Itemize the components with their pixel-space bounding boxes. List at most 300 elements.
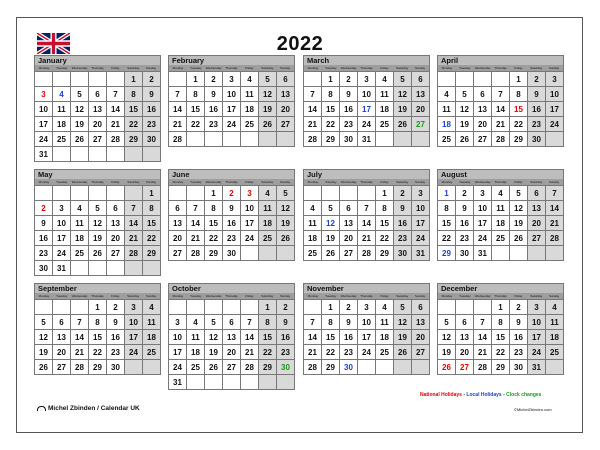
empty-cell	[412, 360, 430, 375]
day-cell: 16	[340, 330, 358, 345]
day-cell: 17	[53, 231, 71, 246]
footer-author	[37, 405, 140, 412]
month-may	[34, 169, 161, 276]
day-cell: 12	[35, 330, 53, 345]
day-cell: 23	[107, 345, 125, 360]
weekday-label: Sunday	[145, 294, 157, 298]
day-cell: 1	[187, 72, 205, 87]
empty-cell	[53, 300, 71, 315]
day-cell: 29	[322, 132, 340, 147]
day-cell: 7	[71, 315, 89, 330]
day-cell: 3	[412, 186, 430, 201]
day-cell: 19	[71, 117, 89, 132]
day-cell: 18	[492, 216, 510, 231]
day-cell: 21	[304, 117, 322, 132]
day-cell: 14	[474, 330, 492, 345]
weekday-label: Wednesday	[340, 66, 357, 70]
weekday-label: Tuesday	[56, 294, 68, 298]
day-cell: 1	[438, 186, 456, 201]
day-cell: 28	[304, 132, 322, 147]
day-cell: 2	[223, 186, 241, 201]
weekday-label: Wednesday	[205, 180, 222, 184]
weekday-label: Saturday	[396, 180, 409, 184]
day-cell: 18	[143, 330, 161, 345]
weekday-label: Sunday	[279, 180, 291, 184]
empty-cell	[187, 186, 205, 201]
day-cell: 5	[205, 315, 223, 330]
day-grid	[34, 299, 161, 375]
empty-cell	[35, 186, 53, 201]
empty-cell	[358, 360, 376, 375]
month-name: October	[168, 283, 295, 293]
weekday-label: Saturday	[530, 294, 543, 298]
day-cell: 10	[35, 102, 53, 117]
weekday-label: Thursday	[225, 66, 238, 70]
weekday-label: Thursday	[494, 180, 507, 184]
day-grid	[168, 299, 295, 390]
empty-cell	[456, 300, 474, 315]
day-cell: 23	[205, 117, 223, 132]
day-cell: 5	[510, 186, 528, 201]
day-cell: 6	[223, 315, 241, 330]
day-cell: 2	[35, 201, 53, 216]
day-cell: 8	[510, 87, 528, 102]
empty-cell	[205, 375, 223, 390]
day-cell: 26	[259, 117, 277, 132]
day-grid	[437, 299, 564, 375]
day-cell: 20	[107, 231, 125, 246]
day-cell: 2	[528, 72, 546, 87]
day-cell: 29	[143, 246, 161, 261]
weekday-label: Thursday	[360, 294, 373, 298]
day-cell: 27	[107, 246, 125, 261]
day-cell: 12	[71, 102, 89, 117]
day-cell: 11	[259, 201, 277, 216]
weekday-label: Monday	[38, 66, 50, 70]
day-cell: 21	[169, 117, 187, 132]
day-cell: 4	[259, 186, 277, 201]
day-cell: 9	[340, 315, 358, 330]
weekday-header	[303, 293, 430, 299]
weekday-label: Tuesday	[459, 66, 471, 70]
day-cell: 29	[438, 246, 456, 261]
day-cell: 18	[304, 231, 322, 246]
weekday-label: Wednesday	[340, 294, 357, 298]
day-cell: 4	[143, 300, 161, 315]
day-cell: 20	[277, 102, 295, 117]
day-cell: 28	[187, 246, 205, 261]
day-cell: 11	[376, 87, 394, 102]
day-cell: 11	[187, 330, 205, 345]
day-cell: 6	[107, 201, 125, 216]
day-cell: 18	[187, 345, 205, 360]
weekday-label: Thursday	[91, 294, 104, 298]
day-grid	[437, 71, 564, 147]
day-cell: 9	[510, 315, 528, 330]
day-cell: 12	[456, 102, 474, 117]
empty-cell	[169, 300, 187, 315]
weekday-label: Saturday	[261, 294, 274, 298]
weekday-label: Monday	[441, 66, 453, 70]
day-cell: 29	[322, 360, 340, 375]
day-cell: 29	[259, 360, 277, 375]
author-label: Michel Zbinden / Calendar UK	[48, 405, 140, 412]
weekday-header	[34, 293, 161, 299]
empty-cell	[223, 132, 241, 147]
empty-cell	[143, 261, 161, 276]
weekday-label: Sunday	[145, 180, 157, 184]
weekday-label: Thursday	[360, 180, 373, 184]
day-cell: 25	[53, 132, 71, 147]
day-cell: 23	[528, 117, 546, 132]
day-cell: 26	[35, 360, 53, 375]
day-cell: 9	[528, 87, 546, 102]
day-cell: 29	[376, 246, 394, 261]
weekday-label: Sunday	[279, 294, 291, 298]
day-cell: 15	[143, 216, 161, 231]
day-cell: 7	[304, 87, 322, 102]
day-cell: 1	[510, 72, 528, 87]
day-cell: 22	[143, 231, 161, 246]
day-cell: 12	[89, 216, 107, 231]
weekday-header	[34, 179, 161, 185]
day-cell: 3	[53, 201, 71, 216]
empty-cell	[71, 300, 89, 315]
day-cell: 18	[53, 117, 71, 132]
empty-cell	[438, 72, 456, 87]
day-cell: 26	[205, 360, 223, 375]
day-cell: 3	[223, 72, 241, 87]
day-cell: 26	[277, 231, 295, 246]
day-cell: 9	[107, 315, 125, 330]
day-cell: 7	[125, 201, 143, 216]
day-cell: 13	[277, 87, 295, 102]
weekday-label: Thursday	[494, 294, 507, 298]
day-cell: 23	[340, 345, 358, 360]
empty-cell	[223, 375, 241, 390]
empty-cell	[35, 72, 53, 87]
weekday-label: Saturday	[530, 180, 543, 184]
empty-cell	[474, 72, 492, 87]
day-cell: 11	[438, 102, 456, 117]
day-cell: 23	[340, 117, 358, 132]
weekday-label: Friday	[514, 180, 523, 184]
day-cell: 26	[438, 360, 456, 375]
month-october	[168, 283, 295, 390]
day-cell: 19	[438, 345, 456, 360]
month-name: May	[34, 169, 161, 179]
day-cell: 12	[205, 330, 223, 345]
day-cell: 20	[474, 117, 492, 132]
day-cell: 27	[456, 360, 474, 375]
day-cell: 28	[546, 231, 564, 246]
empty-cell	[394, 132, 412, 147]
day-cell: 18	[438, 117, 456, 132]
empty-cell	[546, 360, 564, 375]
day-cell: 12	[394, 315, 412, 330]
day-cell: 9	[143, 87, 161, 102]
empty-cell	[492, 246, 510, 261]
weekday-header	[168, 179, 295, 185]
day-cell: 17	[474, 216, 492, 231]
day-cell: 15	[438, 216, 456, 231]
empty-cell	[259, 246, 277, 261]
day-cell: 5	[35, 315, 53, 330]
day-cell: 22	[259, 345, 277, 360]
day-cell: 15	[322, 102, 340, 117]
day-cell: 11	[492, 201, 510, 216]
day-cell: 4	[376, 300, 394, 315]
weekday-label: Friday	[514, 66, 523, 70]
month-november	[303, 283, 430, 375]
weekday-label: Friday	[111, 66, 120, 70]
day-cell: 15	[322, 330, 340, 345]
empty-cell	[89, 186, 107, 201]
day-cell: 28	[474, 360, 492, 375]
day-grid	[168, 71, 295, 147]
day-cell: 13	[340, 216, 358, 231]
day-cell: 14	[187, 216, 205, 231]
empty-cell	[71, 186, 89, 201]
day-cell: 13	[53, 330, 71, 345]
day-cell: 5	[394, 72, 412, 87]
day-cell: 13	[412, 87, 430, 102]
uk-flag-icon	[37, 33, 70, 54]
day-cell: 30	[277, 360, 295, 375]
month-september	[34, 283, 161, 375]
day-cell: 28	[125, 246, 143, 261]
weekday-label: Saturday	[261, 180, 274, 184]
day-cell: 27	[340, 246, 358, 261]
day-cell: 13	[169, 216, 187, 231]
day-cell: 24	[53, 246, 71, 261]
day-cell: 23	[456, 231, 474, 246]
day-cell: 28	[107, 132, 125, 147]
day-cell: 30	[143, 132, 161, 147]
day-cell: 16	[528, 102, 546, 117]
day-cell: 4	[53, 87, 71, 102]
empty-cell	[474, 300, 492, 315]
weekday-label: Saturday	[530, 66, 543, 70]
day-cell: 15	[89, 330, 107, 345]
day-cell: 20	[53, 345, 71, 360]
day-cell: 7	[169, 87, 187, 102]
day-cell: 11	[71, 216, 89, 231]
day-cell: 6	[456, 315, 474, 330]
empty-cell	[223, 300, 241, 315]
weekday-label: Thursday	[360, 66, 373, 70]
day-cell: 27	[89, 132, 107, 147]
empty-cell	[340, 186, 358, 201]
day-cell: 13	[223, 330, 241, 345]
weekday-label: Thursday	[91, 180, 104, 184]
day-cell: 20	[412, 102, 430, 117]
day-cell: 24	[35, 132, 53, 147]
day-cell: 16	[340, 102, 358, 117]
day-cell: 5	[394, 300, 412, 315]
day-cell: 10	[223, 87, 241, 102]
day-cell: 29	[205, 246, 223, 261]
empty-cell	[241, 300, 259, 315]
day-cell: 24	[474, 231, 492, 246]
day-cell: 5	[322, 201, 340, 216]
day-cell: 10	[169, 330, 187, 345]
legend-local: Local Holidays	[466, 392, 502, 398]
day-cell: 1	[322, 300, 340, 315]
day-cell: 26	[394, 345, 412, 360]
day-cell: 8	[438, 201, 456, 216]
day-cell: 12	[510, 201, 528, 216]
day-cell: 31	[53, 261, 71, 276]
day-cell: 3	[125, 300, 143, 315]
day-grid	[168, 185, 295, 261]
weekday-label: Wednesday	[71, 180, 88, 184]
day-cell: 6	[474, 87, 492, 102]
legend-clock: Clock changes	[506, 392, 542, 398]
weekday-label: Saturday	[396, 66, 409, 70]
weekday-label: Monday	[38, 294, 50, 298]
day-cell: 14	[125, 216, 143, 231]
weekday-label: Sunday	[279, 66, 291, 70]
day-cell: 13	[107, 216, 125, 231]
day-cell: 26	[456, 132, 474, 147]
day-cell: 13	[474, 102, 492, 117]
day-cell: 21	[241, 345, 259, 360]
day-cell: 30	[528, 132, 546, 147]
weekday-label: Tuesday	[325, 66, 337, 70]
month-name: July	[303, 169, 430, 179]
weekday-label: Sunday	[145, 66, 157, 70]
day-cell: 18	[259, 216, 277, 231]
day-cell: 19	[322, 231, 340, 246]
day-cell: 16	[143, 102, 161, 117]
day-cell: 14	[304, 102, 322, 117]
day-cell: 21	[304, 345, 322, 360]
day-cell: 23	[223, 231, 241, 246]
day-cell: 30	[107, 360, 125, 375]
empty-cell	[241, 132, 259, 147]
empty-cell	[125, 147, 143, 162]
day-cell: 13	[456, 330, 474, 345]
day-cell: 25	[259, 231, 277, 246]
day-cell: 28	[304, 360, 322, 375]
weekday-label: Sunday	[548, 66, 560, 70]
day-cell: 17	[528, 330, 546, 345]
day-cell: 18	[241, 102, 259, 117]
weekday-header	[168, 293, 295, 299]
empty-cell	[546, 246, 564, 261]
day-cell: 20	[456, 345, 474, 360]
legend-sep: -	[461, 392, 467, 398]
day-cell: 23	[510, 345, 528, 360]
month-name: April	[437, 55, 564, 65]
day-cell: 15	[492, 330, 510, 345]
day-cell: 23	[277, 345, 295, 360]
day-cell: 1	[376, 186, 394, 201]
website-label: ©MichelZbinden.com	[514, 407, 552, 412]
day-cell: 28	[492, 132, 510, 147]
weekday-label: Wednesday	[71, 294, 88, 298]
weekday-label: Thursday	[494, 66, 507, 70]
day-cell: 19	[456, 117, 474, 132]
day-cell: 31	[474, 246, 492, 261]
day-grid	[34, 71, 161, 162]
day-cell: 6	[89, 87, 107, 102]
day-cell: 19	[259, 102, 277, 117]
day-cell: 9	[394, 201, 412, 216]
month-march	[303, 55, 430, 147]
weekday-label: Thursday	[225, 294, 238, 298]
day-cell: 22	[376, 231, 394, 246]
day-cell: 4	[241, 72, 259, 87]
day-cell: 5	[277, 186, 295, 201]
day-cell: 19	[89, 231, 107, 246]
weekday-label: Wednesday	[340, 180, 357, 184]
day-cell: 30	[340, 360, 358, 375]
day-cell: 7	[107, 87, 125, 102]
legend	[420, 392, 541, 398]
day-cell: 14	[107, 102, 125, 117]
day-cell: 6	[340, 201, 358, 216]
day-cell: 15	[125, 102, 143, 117]
day-cell: 30	[35, 261, 53, 276]
day-cell: 11	[304, 216, 322, 231]
day-cell: 2	[394, 186, 412, 201]
weekday-header	[437, 65, 564, 71]
day-cell: 27	[223, 360, 241, 375]
weekday-label: Friday	[380, 180, 389, 184]
day-cell: 3	[35, 87, 53, 102]
day-cell: 16	[277, 330, 295, 345]
day-cell: 24	[358, 117, 376, 132]
day-cell: 29	[510, 132, 528, 147]
day-cell: 6	[412, 300, 430, 315]
day-cell: 16	[205, 102, 223, 117]
day-cell: 14	[492, 102, 510, 117]
month-name: March	[303, 55, 430, 65]
weekday-header	[34, 65, 161, 71]
weekday-label: Thursday	[225, 180, 238, 184]
day-cell: 22	[187, 117, 205, 132]
day-cell: 19	[277, 216, 295, 231]
day-cell: 16	[456, 216, 474, 231]
day-cell: 11	[143, 315, 161, 330]
day-grid	[303, 299, 430, 375]
day-cell: 22	[125, 117, 143, 132]
weekday-label: Sunday	[548, 294, 560, 298]
empty-cell	[259, 132, 277, 147]
day-cell: 31	[528, 360, 546, 375]
day-cell: 7	[187, 201, 205, 216]
day-cell: 2	[143, 72, 161, 87]
day-cell: 10	[125, 315, 143, 330]
day-cell: 1	[322, 72, 340, 87]
day-cell: 30	[510, 360, 528, 375]
empty-cell	[71, 147, 89, 162]
day-cell: 10	[528, 315, 546, 330]
day-cell: 26	[71, 132, 89, 147]
empty-cell	[304, 186, 322, 201]
day-cell: 4	[187, 315, 205, 330]
month-name: September	[34, 283, 161, 293]
day-cell: 10	[358, 315, 376, 330]
day-cell: 2	[510, 300, 528, 315]
day-cell: 1	[492, 300, 510, 315]
day-cell: 15	[510, 102, 528, 117]
day-cell: 5	[438, 315, 456, 330]
weekday-label: Friday	[245, 66, 254, 70]
empty-cell	[53, 147, 71, 162]
